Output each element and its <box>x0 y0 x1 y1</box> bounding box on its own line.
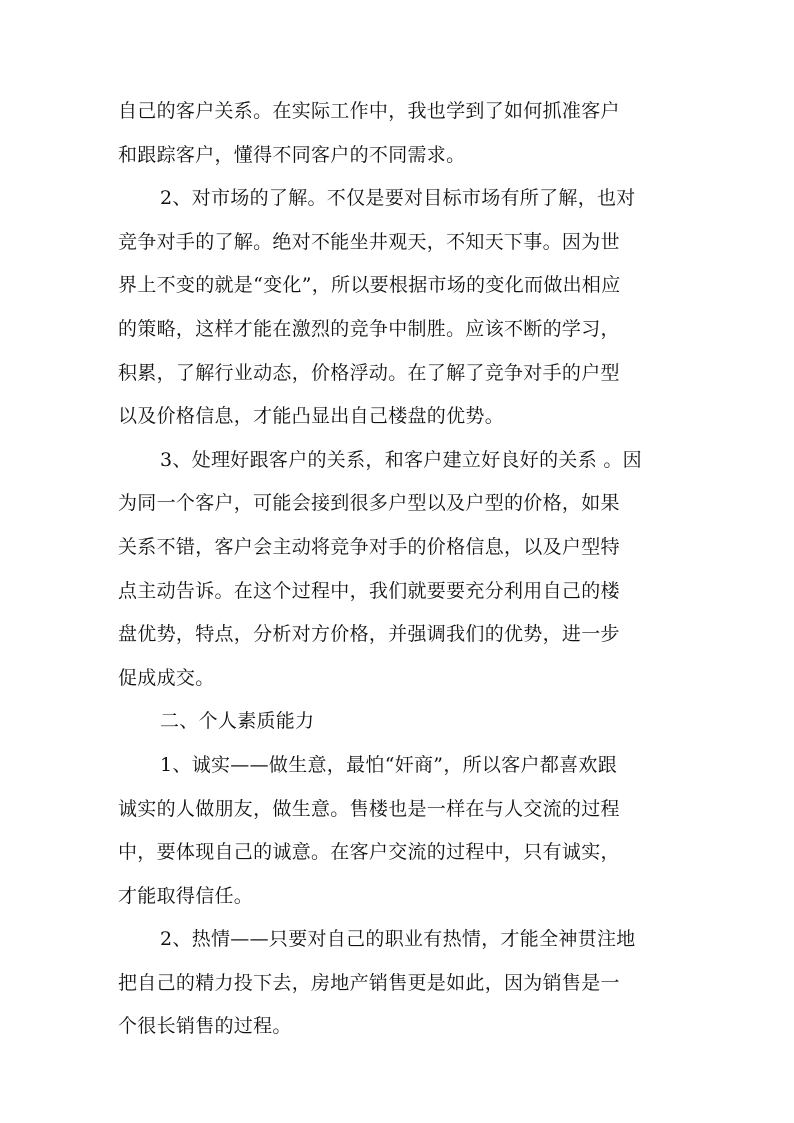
text-line: 和跟踪客户，懂得不同客户的不同需求。 <box>118 143 466 166</box>
text-line: 诚实的人做朋友，做生意。售楼也是一样在与人交流的过程 <box>118 797 620 820</box>
text-line: 以及价格信息，才能凸显出自己楼盘的优势。 <box>118 405 505 428</box>
text-line: 3、处理好跟客户的关系，和客户建立好良好的关系 。因 <box>160 448 642 471</box>
text-line: 自己的客户关系。在实际工作中，我也学到了如何抓准客户 <box>118 100 620 122</box>
text-line: 才能取得信任。 <box>118 884 254 907</box>
text-line: 为同一个客户，可能会接到很多户型以及户型的价格，如果 <box>118 492 620 515</box>
text-line: 个很长销售的过程。 <box>118 1015 292 1038</box>
text-line: 积累，了解行业动态，价格浮动。在了解了竞争对手的户型 <box>118 361 620 384</box>
body-text <box>118 90 678 1049</box>
text-line: 竞争对手的了解。绝对不能坐井观天，不知天下事。因为世 <box>118 230 620 253</box>
text-line: 1、诚实——做生意，最怕“奸商”，所以客户都喜欢跟 <box>160 753 618 776</box>
text-line: 点主动告诉。在这个过程中，我们就要要充分利用自己的楼 <box>118 579 620 602</box>
text-line: 2、热情——只要对自己的职业有热情，才能全神贯注地 <box>160 928 636 951</box>
text-line: 2、对市场的了解。不仅是要对目标市场有所了解，也对 <box>160 187 636 210</box>
text-line: 把自己的精力投下去，房地产销售更是如此，因为销售是一 <box>118 971 620 994</box>
text-line: 的策略，这样才能在激烈的竞争中制胜。应该不断的学习， <box>118 317 620 340</box>
text-line: 促成成交。 <box>118 666 215 689</box>
text-line: 盘优势，特点，分析对方价格，并强调我们的优势，进一步 <box>118 623 620 646</box>
text-line: 关系不错，客户会主动将竞争对手的价格信息，以及户型特 <box>118 535 620 558</box>
text-line: 中，要体现自己的诚意。在客户交流的过程中，只有诚实， <box>118 841 620 864</box>
text-line: 界上不变的就是“变化”，所以要根据市场的变化而做出相应 <box>118 274 621 297</box>
section-heading: 二、个人素质能力 <box>160 710 315 733</box>
